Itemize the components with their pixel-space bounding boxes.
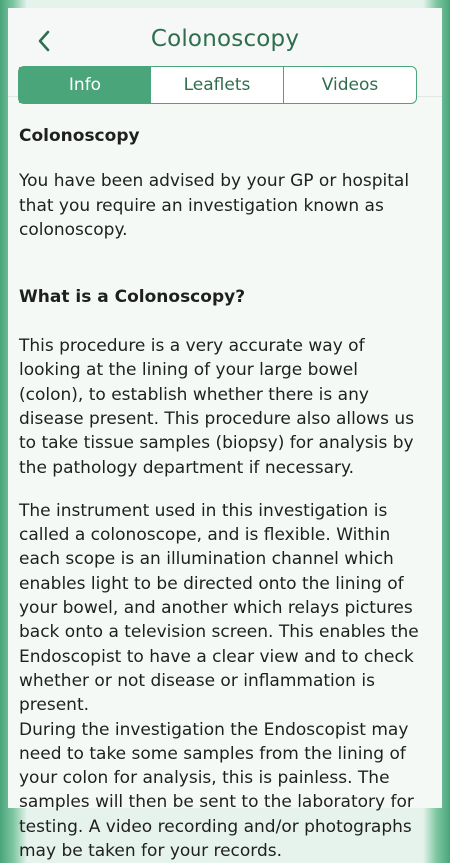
tab-bar xyxy=(18,66,417,104)
tab-info[interactable]: Info xyxy=(19,67,151,103)
page-title: Colonoscopy xyxy=(150,26,300,52)
section-body: This procedure is a very accurate way of looking at the lining of your large bowel (colon), to establish whether there is any disease present. This procedure also allows us to take tissue samples (biopsy) for analysis by the pathology department if necessary. xyxy=(19,336,415,478)
instrument-paragraph: The instrument used in this investigation is called a colonoscope, and is flexible. Within each scope is an illumination channel which enables light to be directed onto the lining of your bowel, and another which relays pictures back onto a television screen. This enables the Endoscopist to have a clear view and to check whether or not disease or inflammation is present. xyxy=(19,500,419,716)
section-title: What is a Colonoscopy? xyxy=(19,287,246,308)
content-heading: Colonoscopy xyxy=(19,126,140,146)
tab-leaflets[interactable]: Leaflets xyxy=(183,75,251,95)
info-content xyxy=(19,124,421,863)
samples-paragraph: During the investigation the Endoscopist may need to take some samples from the lining of your colon for analysis, this is painless. The samples will then be sent to the laboratory for testing. A video recording and/or photographs may be taken for your records. xyxy=(19,719,414,862)
tab-videos[interactable]: Videos xyxy=(283,67,416,103)
what-is-section xyxy=(19,261,421,480)
intro-paragraph: You have been advised by your GP or hospital that you require an investigation known as colonoscopy. xyxy=(19,171,410,240)
